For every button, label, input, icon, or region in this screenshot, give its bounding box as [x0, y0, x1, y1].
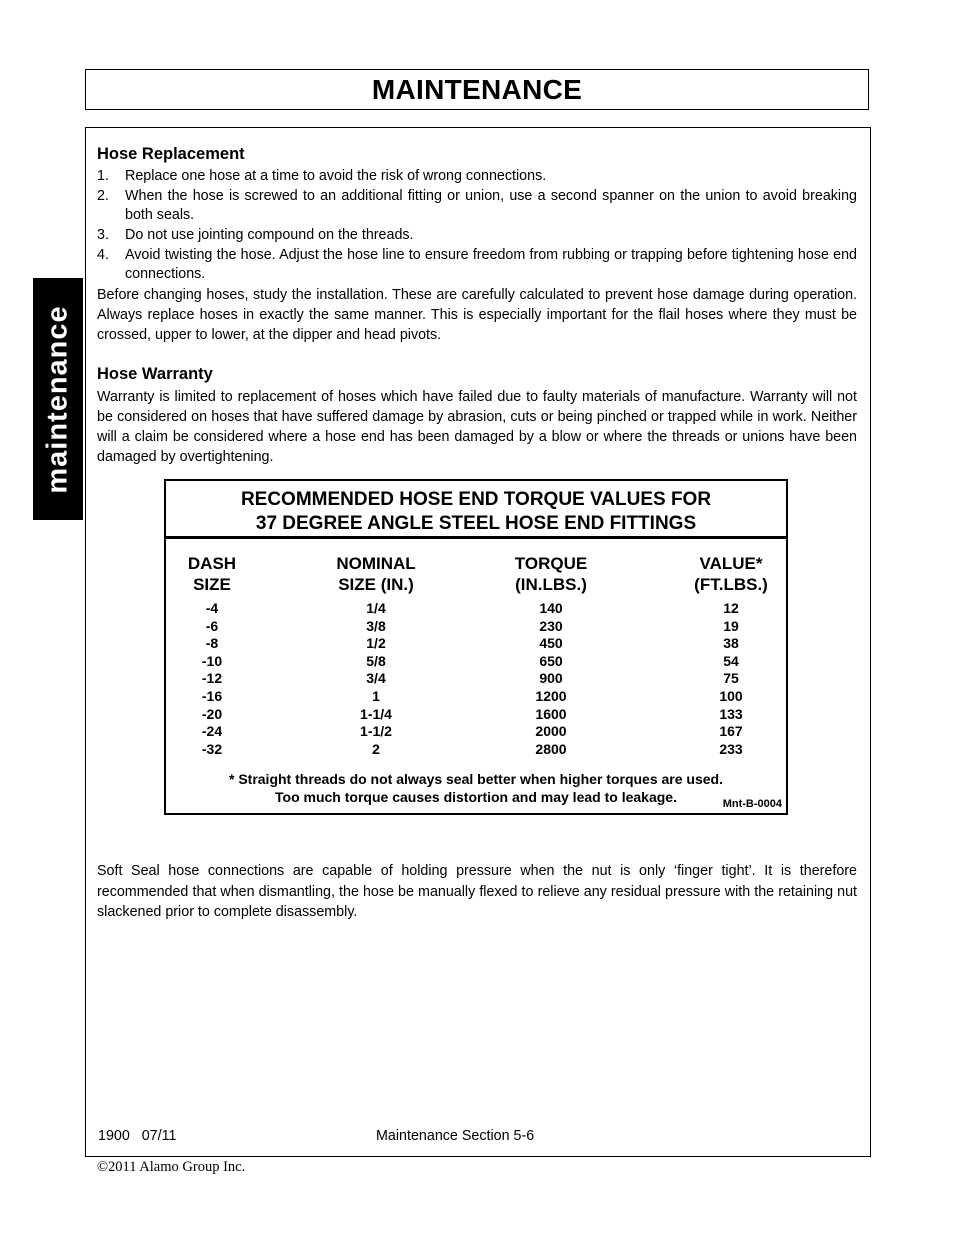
- table-note: [166, 770, 786, 806]
- table-title: [166, 481, 786, 539]
- step-text: When the hose is screwed to an additional fitting or union, use a second spanner on the union to avoid breaking both seals.: [125, 188, 857, 223]
- header-line: (FT.LBS.): [694, 575, 768, 594]
- torque-inlbs-cell: 450: [539, 635, 563, 652]
- table-row: [166, 618, 786, 636]
- hose-warranty-section: [97, 363, 857, 467]
- header-line: SIZE: [193, 575, 231, 594]
- table-body: [166, 600, 786, 758]
- nominal-size-cell: 2: [372, 740, 380, 757]
- torque-ftlbs-cell: 38: [723, 635, 739, 652]
- table-row: [166, 688, 786, 706]
- torque-ftlbs-cell: 100: [719, 687, 743, 704]
- header-line: SIZE (IN.): [338, 575, 414, 594]
- torque-values-table: [164, 479, 788, 815]
- torque-ftlbs-cell: 19: [723, 617, 739, 634]
- step-number: 1.: [97, 168, 109, 184]
- torque-ftlbs-cell: 233: [719, 740, 743, 757]
- nominal-size-cell: 1-1/4: [360, 705, 392, 722]
- soft-seal-section: [97, 861, 857, 923]
- header-line: (IN.LBS.): [515, 575, 587, 594]
- table-row: [166, 653, 786, 671]
- torque-inlbs-cell: 2000: [535, 723, 567, 740]
- dash-size-cell: -20: [201, 705, 223, 722]
- table-row: [166, 600, 786, 618]
- torque-ftlbs-cell: 167: [719, 723, 743, 740]
- side-tab: [33, 278, 83, 520]
- step-text: Avoid twisting the hose. Adjust the hose line to ensure freedom from rubbing or trapping before tightening hose end connections.: [125, 247, 857, 282]
- header-line: VALUE*: [699, 554, 763, 573]
- side-tab-label: maintenance: [41, 304, 74, 494]
- torque-inlbs-cell: 650: [539, 652, 563, 669]
- torque-ftlbs-cell: 133: [719, 705, 743, 722]
- hose-replacement-steps: [97, 167, 857, 284]
- header-line: TORQUE: [514, 554, 588, 573]
- table-note-line2: Too much torque causes distortion and may lead to leakage.: [275, 789, 677, 805]
- list-item: [97, 187, 857, 225]
- torque-inlbs-cell: 230: [539, 617, 563, 634]
- nominal-size-cell: 1/2: [366, 635, 386, 652]
- torque-inlbs-cell: 2800: [535, 740, 567, 757]
- torque-ftlbs-cell: 54: [723, 652, 739, 669]
- table-row: [166, 741, 786, 759]
- column-header-nominal: [306, 553, 446, 595]
- column-header-torque: [486, 553, 616, 595]
- table-row: [166, 706, 786, 724]
- hose-warranty-paragraph: Warranty is limited to replacement of hoses which have failed due to faulty materials of manufacture. Warranty will not be considered on hoses that have suffered damage by abrasion, cuts or being pinched or trapped while in work. Neither will a claim be considered where a hose end has been damaged by a blow or where the threads or unions have been damaged by overtightening.: [97, 389, 857, 465]
- table-note-line1: * Straight threads do not always seal better when higher torques are used.: [228, 771, 723, 787]
- torque-inlbs-cell: 900: [539, 670, 563, 687]
- hose-replacement-heading: Hose Replacement: [97, 145, 245, 163]
- list-item: [97, 246, 857, 284]
- step-text: Do not use jointing compound on the threads.: [125, 227, 414, 243]
- table-title-line2: 37 DEGREE ANGLE STEEL HOSE END FITTINGS: [255, 513, 697, 534]
- nominal-size-cell: 1: [372, 687, 380, 704]
- copyright: ©2011 Alamo Group Inc.: [97, 1159, 246, 1175]
- dash-size-cell: -8: [205, 635, 219, 652]
- step-number: 2.: [97, 188, 109, 204]
- table-row: [166, 723, 786, 741]
- main-content: [97, 143, 857, 467]
- footer-doc-number: 1900 07/11: [98, 1128, 177, 1144]
- nominal-size-cell: 3/4: [366, 670, 386, 687]
- torque-inlbs-cell: 140: [539, 600, 563, 616]
- nominal-size-cell: 1-1/2: [360, 723, 392, 740]
- footer-section: Maintenance Section 5-6: [376, 1128, 535, 1144]
- table-row: [166, 670, 786, 688]
- hose-warranty-heading: Hose Warranty: [97, 365, 213, 383]
- list-item: [97, 226, 857, 245]
- torque-ftlbs-cell: 12: [723, 600, 739, 616]
- dash-size-cell: -32: [201, 740, 223, 757]
- table-title-line1: RECOMMENDED HOSE END TORQUE VALUES FOR: [240, 489, 712, 510]
- soft-seal-paragraph: Soft Seal hose connections are capable of holding pressure when the nut is only ‘finger tight’. It is therefore recommended that when dismantling, the hose be manually flexed to relieve any residual pressure with the retaining nut slackened prior to complete disassembly.: [97, 863, 857, 920]
- step-number: 4.: [97, 247, 109, 263]
- nominal-size-cell: 3/8: [366, 617, 386, 634]
- step-text: Replace one hose at a time to avoid the risk of wrong connections.: [125, 168, 547, 184]
- column-header-dash: [166, 553, 258, 595]
- header-box: [85, 69, 869, 110]
- nominal-size-cell: 5/8: [366, 652, 386, 669]
- list-item: [97, 167, 857, 186]
- torque-inlbs-cell: 1600: [535, 705, 567, 722]
- dash-size-cell: -24: [201, 723, 223, 740]
- nominal-size-cell: 1/4: [366, 600, 386, 616]
- header-line: DASH: [187, 554, 237, 573]
- step-number: 3.: [97, 227, 109, 243]
- column-header-value: [666, 553, 796, 595]
- header-line: NOMINAL: [336, 554, 416, 573]
- table-row: [166, 635, 786, 653]
- dash-size-cell: -12: [201, 670, 223, 687]
- dash-size-cell: -6: [205, 617, 219, 634]
- dash-size-cell: -4: [205, 600, 219, 616]
- figure-code: Mnt-B-0004: [722, 798, 782, 810]
- hose-replacement-paragraph: Before changing hoses, study the installation. These are carefully calculated to prevent hose damage during operation. Always replace hoses in exactly the same manner. This is especially important for the flail hoses where they must be crossed, upper to lower, at the dipper and head pivots.: [97, 287, 857, 343]
- torque-ftlbs-cell: 75: [723, 670, 739, 687]
- torque-inlbs-cell: 1200: [535, 687, 567, 704]
- dash-size-cell: -10: [201, 652, 223, 669]
- page-title: MAINTENANCE: [371, 73, 583, 105]
- dash-size-cell: -16: [201, 687, 223, 704]
